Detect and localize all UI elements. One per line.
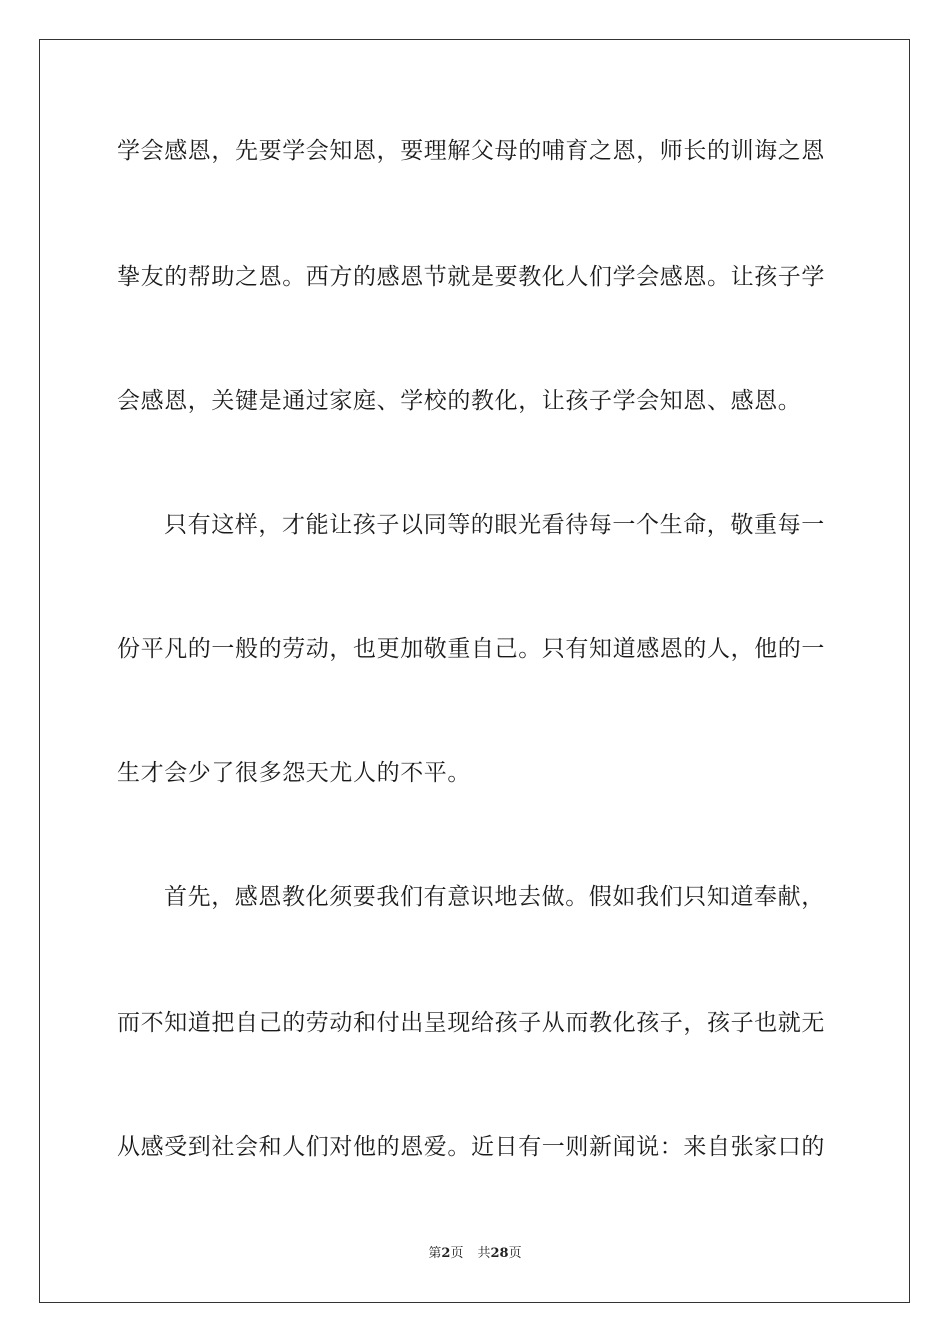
text-line: 挚友的帮助之恩。西方的感恩节就是要教化人们学会感恩。让孩子学 xyxy=(117,264,825,290)
page-footer xyxy=(0,1246,950,1262)
page-border xyxy=(39,39,910,1303)
text-line: 而不知道把自己的劳动和付出呈现给孩子从而教化孩子，孩子也就无 xyxy=(117,1010,825,1036)
paragraph-first-line: 只有这样，才能让孩子以同等的眼光看待每一个生命，敬重每一 xyxy=(164,512,825,538)
total-label-suffix: 页 xyxy=(508,1246,522,1261)
page-label-suffix: 页 xyxy=(450,1246,464,1261)
paragraph-first-line: 首先，感恩教化须要我们有意识地去做。假如我们只知道奉献， xyxy=(164,884,825,910)
total-pages: 28 xyxy=(490,1246,509,1261)
page-label-prefix: 第 xyxy=(428,1246,442,1261)
text-line: 从感受到社会和人们对他的恩爱。近日有一则新闻说：来自张家口的 xyxy=(117,1134,825,1160)
text-line: 份平凡的一般的劳动，也更加敬重自己。只有知道感恩的人，他的一 xyxy=(117,636,825,662)
total-label-prefix: 共 xyxy=(477,1246,491,1261)
text-line: 学会感恩，先要学会知恩，要理解父母的哺育之恩，师长的训诲之恩 xyxy=(117,138,825,164)
text-line: 生才会少了很多怨天尤人的不平。 xyxy=(117,760,471,786)
page-number: 2 xyxy=(441,1246,451,1261)
text-line: 会感恩，关键是通过家庭、学校的教化，让孩子学会知恩、感恩。 xyxy=(117,388,802,414)
